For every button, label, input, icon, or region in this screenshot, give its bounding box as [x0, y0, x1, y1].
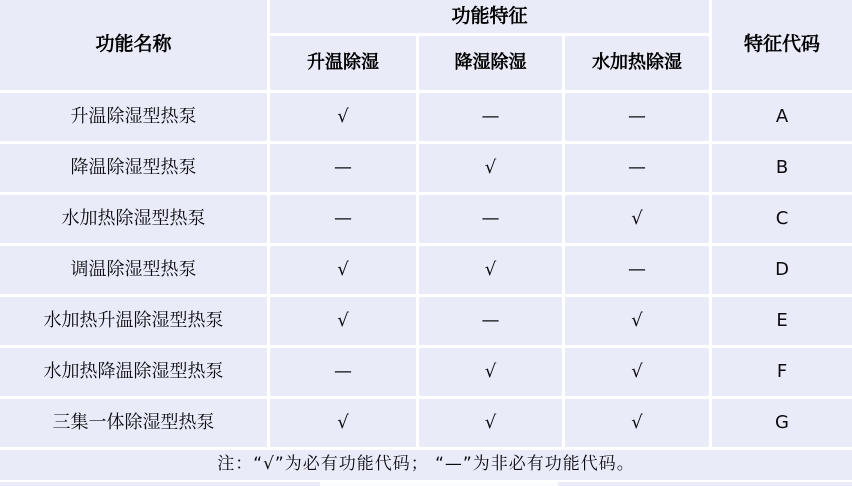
mark-cell: √: [419, 246, 562, 294]
code-cell: C: [712, 195, 852, 243]
row-name-cell: 水加热降温除湿型热泵: [0, 348, 267, 396]
mark-cell: √: [565, 297, 709, 345]
row-name-cell: 升温除湿型热泵: [0, 93, 267, 141]
mark-cell: √: [419, 348, 562, 396]
mark-cell: √: [565, 399, 709, 447]
row-name-cell: 调温除湿型热泵: [0, 246, 267, 294]
header-feature-code: 特征代码: [712, 0, 852, 90]
row-name-cell: 水加热除湿型热泵: [0, 195, 267, 243]
code-cell: D: [712, 246, 852, 294]
mark-cell: √: [270, 93, 416, 141]
mark-cell: —: [270, 348, 416, 396]
mark-cell: —: [270, 195, 416, 243]
table-footnote: 注：“√”为必有功能代码； “—”为非必有功能代码。: [0, 450, 852, 480]
code-cell: F: [712, 348, 852, 396]
mark-cell: —: [565, 144, 709, 192]
row-name-cell: 三集一体除湿型热泵: [0, 399, 267, 447]
header-feature-group: 功能特征: [270, 0, 709, 33]
row-name-cell: 降温除湿型热泵: [0, 144, 267, 192]
mark-cell: —: [270, 144, 416, 192]
header-function-name: 功能名称: [0, 0, 267, 90]
mark-cell: √: [419, 144, 562, 192]
mark-cell: √: [565, 195, 709, 243]
header-feature-col-3: 水加热除湿: [565, 36, 709, 90]
mark-cell: √: [565, 348, 709, 396]
bottom-white-segment: [320, 482, 558, 486]
mark-cell: √: [270, 297, 416, 345]
code-cell: G: [712, 399, 852, 447]
mark-cell: √: [419, 399, 562, 447]
mark-cell: —: [419, 195, 562, 243]
bottom-edge-strip: [0, 480, 852, 486]
mark-cell: √: [270, 399, 416, 447]
mark-cell: —: [565, 93, 709, 141]
mark-cell: —: [565, 246, 709, 294]
row-name-cell: 水加热升温除湿型热泵: [0, 297, 267, 345]
header-feature-col-1: 升温除湿: [270, 36, 416, 90]
code-cell: E: [712, 297, 852, 345]
mark-cell: —: [419, 297, 562, 345]
mark-cell: √: [270, 246, 416, 294]
code-cell: B: [712, 144, 852, 192]
code-cell: A: [712, 93, 852, 141]
mark-cell: —: [419, 93, 562, 141]
header-feature-col-2: 降湿除湿: [419, 36, 562, 90]
